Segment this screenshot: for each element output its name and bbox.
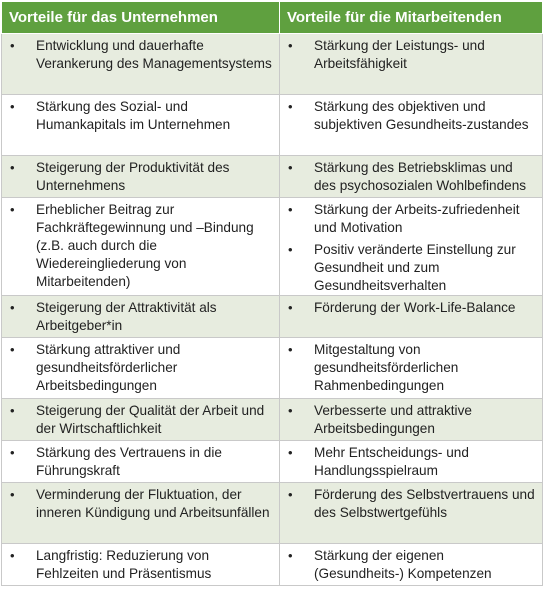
company-benefit-cell [2, 338, 280, 399]
list-item: • Stärkung der Leistungs- und Arbeitsfähigkeit [280, 37, 536, 73]
employee-benefit-cell [280, 156, 543, 198]
header-employee-benefits: Vorteile für die Mitarbeitenden [280, 2, 543, 34]
employee-benefit-cell [280, 198, 543, 296]
list-item: • Mitgestaltung von gesundheitsförderlichen Rahmenbedingungen [280, 341, 536, 395]
list-item: • Mehr Entscheidungs- und Handlungsspielraum [280, 444, 536, 480]
table-row [2, 338, 543, 399]
table-row [2, 483, 543, 544]
list-item: • Steigerung der Qualität der Arbeit und der Wirtschaftlichkeit [2, 402, 273, 438]
employee-benefit-cell [280, 296, 543, 338]
table-row [2, 34, 543, 95]
employee-benefit-cell [280, 483, 543, 544]
list-item: • Verminderung der Fluktuation, der inneren Kündigung und Arbeitsunfällen [2, 486, 273, 522]
employee-benefit-cell [280, 441, 543, 483]
header-row [2, 2, 543, 34]
list-item: • Stärkung des objektiven und subjektiven Gesundheits-zustandes [280, 98, 536, 134]
company-benefit-cell [2, 483, 280, 544]
list-item: • Stärkung des Sozial- und Humankapitals im Unternehmen [2, 98, 273, 134]
table-row [2, 95, 543, 156]
list-item: • Positiv veränderte Einstellung zur Gesundheit und zum Gesundheitsverhalten [280, 241, 536, 295]
company-benefit-cell [2, 399, 280, 441]
list-item: • Langfristig: Reduzierung von Fehlzeiten und Präsentismus [2, 547, 273, 583]
table-row [2, 156, 543, 198]
list-item: • Entwicklung und dauerhafte Verankerung des Managementsystems [2, 37, 273, 73]
benefits-table [1, 1, 543, 586]
list-item: • Erheblicher Beitrag zur Fachkräftegewinnung und –Bindung (z.B. auch durch die Wiedereingliederung von Mitarbeitenden) [2, 201, 273, 291]
list-item: • Stärkung attraktiver und gesundheitsförderlicher Arbeitsbedingungen [2, 341, 273, 395]
list-item: • Stärkung der Arbeits-zufriedenheit und Motivation [280, 201, 536, 237]
table-row [2, 441, 543, 483]
header-company-benefits: Vorteile für das Unternehmen [2, 2, 280, 34]
company-benefit-cell [2, 95, 280, 156]
company-benefit-cell [2, 156, 280, 198]
employee-benefit-cell [280, 338, 543, 399]
company-benefit-cell [2, 544, 280, 586]
list-item: • Steigerung der Attraktivität als Arbeitgeber*in [2, 299, 273, 335]
list-item: • Steigerung der Produktivität des Unternehmens [2, 159, 273, 195]
table-row [2, 544, 543, 586]
employee-benefit-cell [280, 34, 543, 95]
list-item: • Förderung des Selbstvertrauens und des Selbstwertgefühls [280, 486, 536, 522]
table-row [2, 198, 543, 296]
company-benefit-cell [2, 34, 280, 95]
employee-benefit-cell [280, 399, 543, 441]
list-item: • Stärkung der eigenen (Gesundheits-) Kompetenzen [280, 547, 536, 583]
list-item: • Förderung der Work-Life-Balance [280, 299, 536, 317]
list-item: • Stärkung des Vertrauens in die Führungskraft [2, 444, 273, 480]
list-item: • Verbesserte und attraktive Arbeitsbedingungen [280, 402, 536, 438]
company-benefit-cell [2, 198, 280, 296]
employee-benefit-cell [280, 544, 543, 586]
company-benefit-cell [2, 296, 280, 338]
company-benefit-cell [2, 441, 280, 483]
employee-benefit-cell [280, 95, 543, 156]
table-row [2, 399, 543, 441]
table-row [2, 296, 543, 338]
list-item: • Stärkung des Betriebsklimas und des psychosozialen Wohlbefindens [280, 159, 536, 195]
